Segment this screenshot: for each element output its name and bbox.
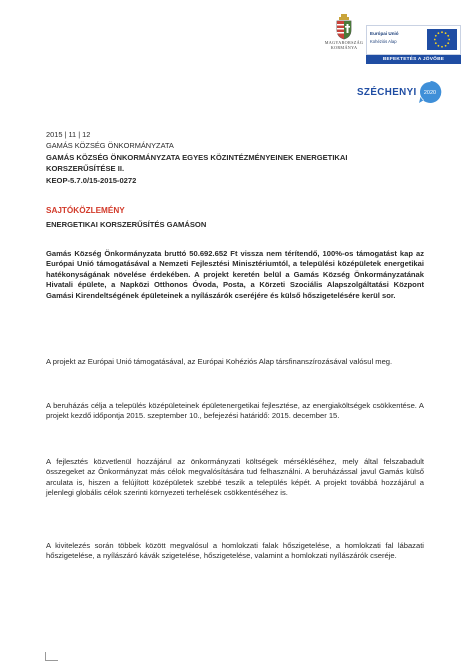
szechenyi-year: 2020 [423, 90, 437, 96]
paragraph-2: A beruházás célja a település középületeinek épületenergetikai fejlesztése, az energiaköltségek csökkentése. A projekt kezdő időpontja 2015. szeptember 10., befejezési határidő: 2015. december 15. [46, 401, 424, 421]
press-release-label: SAJTÓKÖZLEMÉNY [46, 206, 125, 215]
lead-paragraph: Gamás Község Önkormányzata bruttó 50.692.652 Ft vissza nem térítendő, 100%-os támogatást kap az Európai Unió támogatásával a Nemzeti Fejlesztési Minisztériumtól, a települési középületek energetikai hatékonyságának növelése érdekében. A projekt keretén belül a Gamás Község Önkormányzatának Hivatali épülete, a Napközi Otthonos Óvoda, Posta, a Körzeti Szociális Alapszolgáltatási Központ Gamási Kirendeltségének épületeinek a nyílászárók cseréjére és külső hőszigetelésére kerül sor. [46, 249, 424, 300]
project-code: KEOP-5.7.0/15-2015-0272 [46, 176, 137, 185]
eu-flag-icon [427, 29, 457, 50]
press-release-subtitle: ENERGETIKAI KORSZERŰSÍTÉS GAMÁSON [46, 220, 207, 229]
paragraph-1: A projekt az Európai Unió támogatásával, az Európai Kohéziós Alap társfinanszírozásával valósul meg. [46, 357, 393, 366]
doc-title-line2: KORSZERŰSÍTÉSE II. [46, 164, 125, 173]
gov-logo-line2: KORMÁNYA [330, 45, 358, 50]
szechenyi-label: SZÉCHENYI [357, 87, 417, 98]
szechenyi-2020-badge-icon [418, 80, 442, 104]
eu-logo-box [366, 25, 461, 55]
invest-banner: BEFEKTETÉS A JÖVŐBE [366, 55, 461, 64]
paragraph-3: A fejlesztés közvetlenül hozzájárul az önkormányzati költségek mérsékléséhez, mely által felszabadult összegeket az Önkormányzat más célok megvalósítására tud felhasználni. A beruházással javul Gamás külső arculata is, hiszen a felújított középületek szebbé teszik a település képét. A projekt továbbá hozzájárul a jelenlegi globális célok szerinti környezeti terhelések csökkentéséhez is. [46, 457, 424, 498]
gov-logo-line1: MAGYARORSZÁG [324, 40, 364, 45]
doc-title-line1: GAMÁS KÖZSÉG ÖNKORMÁNYZATA EGYES KÖZINTÉZMÉNYEINEK ENERGETIKAI [46, 153, 348, 162]
government-logo [318, 14, 370, 50]
eu-line1: Európai Unió [370, 31, 399, 36]
paragraph-4: A kivitelezés során többek között megvalósul a homlokzati falak hőszigetelése, a homlokzati fal lábazati hőszigetelése, a nyílászáró kávák szigetelése, hőszigetelése, valamint a homlokzati nyílászárók cseréje. [46, 541, 424, 561]
crop-mark [45, 652, 58, 661]
eu-line2: Kohéziós Alap [370, 39, 397, 44]
doc-date: 2015 | 11 | 12 [46, 130, 91, 139]
coat-of-arms-icon [335, 14, 353, 40]
doc-organization: GAMÁS KÖZSÉG ÖNKORMÁNYZATA [46, 141, 174, 150]
